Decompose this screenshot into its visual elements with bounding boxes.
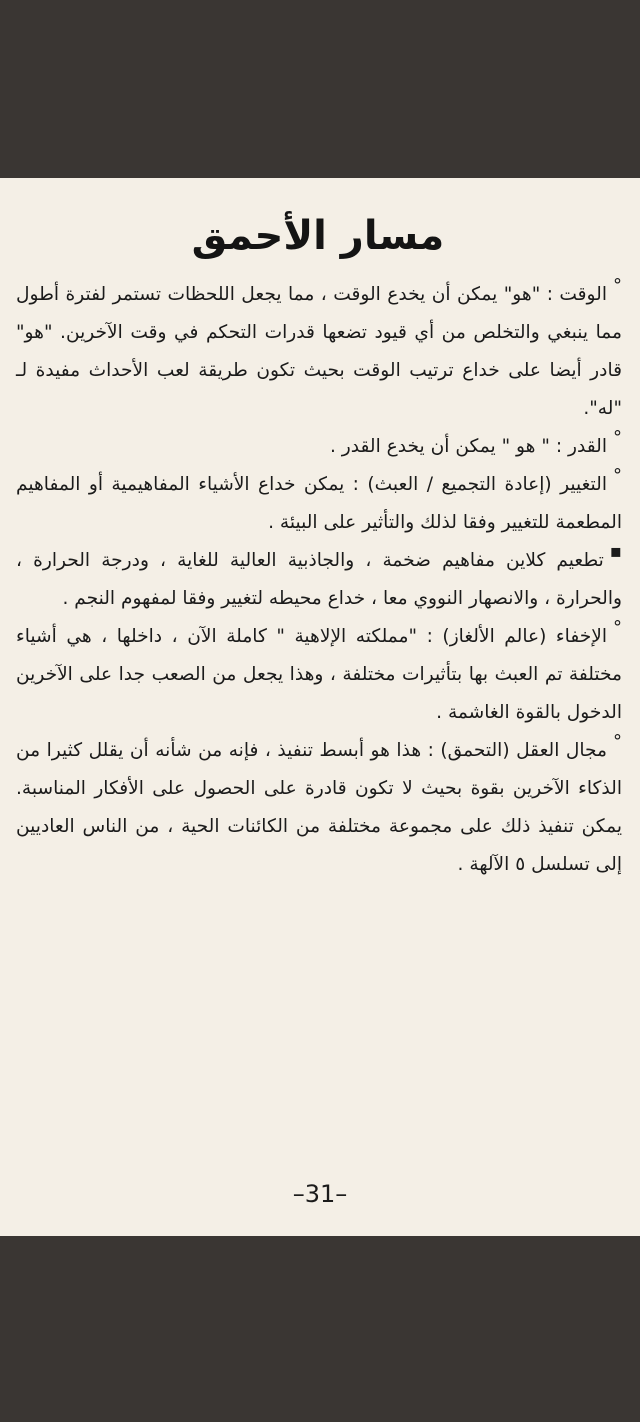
paragraph-text: الإخفاء (عالم الألغاز) : "مملكته الإلاهية " كاملة الآن ، داخلها ، هي أشياء مختلفة تم العبث بها بتأثيرات مختلفة ، وهذا يجعل من الصعب جدا على الآخرين الدخول بالقوة الغاشمة .	[16, 626, 622, 723]
page-content	[16, 276, 622, 884]
paragraph-time	[16, 276, 622, 428]
degree-marker: °	[613, 275, 622, 296]
degree-marker: °	[613, 465, 622, 486]
paragraph-fate	[16, 428, 622, 466]
degree-marker: °	[613, 617, 622, 638]
degree-marker: °	[613, 427, 622, 448]
paragraph-mind-domain	[16, 732, 622, 884]
paragraph-text: تطعيم كلاين مفاهيم ضخمة ، والجاذبية العالية للغاية ، ودرجة الحرارة ، والحرارة ، والانصهار النووي معا ، خداع محيطه لتغيير وفقا لمفهوم النجم .	[16, 550, 622, 609]
paragraph-concealment	[16, 618, 622, 732]
page-number: –31–	[292, 1180, 348, 1208]
paragraph-text: الوقت : "هو" يمكن أن يخدع الوقت ، مما يجعل اللحظات تستمر لفترة أطول مما ينبغي والتخلص من أي قيود تضعها قدرات التحكم في وقت الآخرين. "هو" قادر أيضا على خداع ترتيب الوقت بحيث تكون طريقة لعب الأحداث مفيدة لـ "له".	[16, 284, 622, 419]
paragraph-text: التغيير (إعادة التجميع / العبث) : يمكن خداع الأشياء المفاهيمية أو المفاهيم المطعمة للتغيير وفقا لذلك والتأثير على البيئة .	[16, 474, 622, 533]
book-page	[0, 178, 640, 1236]
paragraph-change	[16, 466, 622, 542]
page-title: مسار الأحمق	[191, 213, 445, 259]
paragraph-grafting	[16, 542, 622, 618]
square-marker: ▪	[609, 541, 622, 562]
degree-marker: °	[613, 731, 622, 752]
paragraph-text: القدر : " هو " يمكن أن يخدع القدر .	[329, 436, 607, 457]
top-dark-band	[0, 0, 640, 178]
bottom-dark-band	[0, 1236, 640, 1422]
paragraph-text: مجال العقل (التحمق) : هذا هو أبسط تنفيذ ، فإنه من شأنه أن يقلل كثيرا من الذكاء الآخرين بقوة بحيث لا تكون قادرة على الحصول على الأفكار المناسبة. يمكن تنفيذ ذلك على مجموعة مختلفة من الكائنات الحية ، من الناس العاديين إلى تسلسل ٥ الآلهة .	[16, 740, 622, 875]
